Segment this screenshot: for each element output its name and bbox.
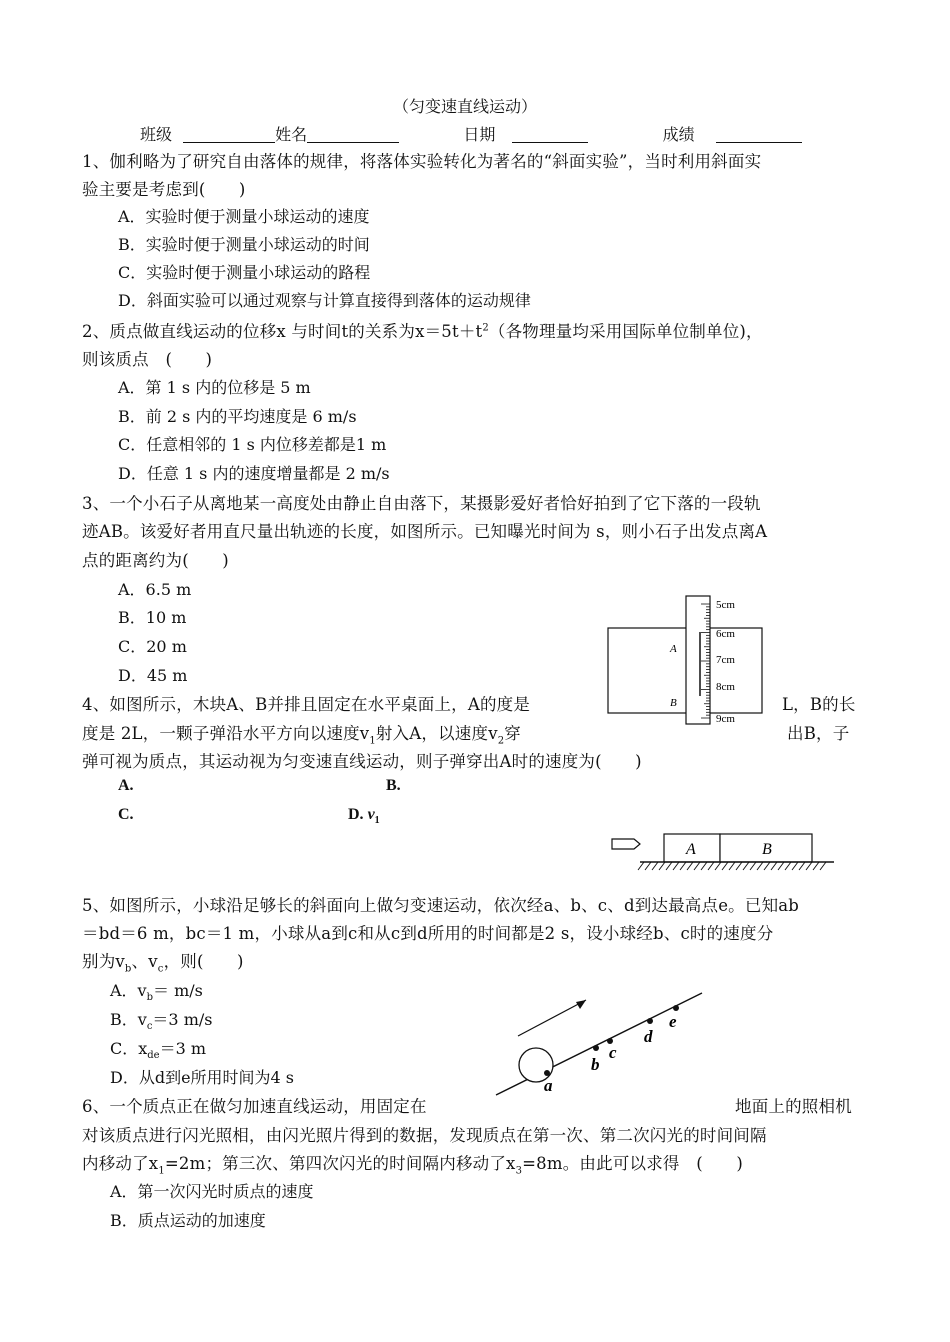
name-blank[interactable] — [307, 126, 399, 143]
class-blank[interactable] — [183, 126, 275, 143]
q1-option-c: C．实验时便于测量小球运动的路程 — [118, 263, 371, 282]
q3-line-3: 点的距离约为( ) — [82, 551, 229, 570]
hatch-mark — [645, 862, 651, 870]
point-e-dot — [673, 1005, 679, 1011]
ruler-label-8cm: 8cm — [716, 681, 735, 693]
q2-line-2: 则该质点 ( ) — [82, 350, 213, 369]
bullet-icon — [612, 839, 640, 849]
hatch-mark — [813, 862, 819, 870]
hatch-mark — [715, 862, 721, 870]
q5-option-b-text: B．v — [110, 1010, 147, 1029]
ruler-label-5cm: 5cm — [716, 599, 735, 611]
point-b-label: B — [670, 697, 677, 709]
q5-vc-sub: c — [157, 963, 164, 975]
hatch-mark — [799, 862, 805, 870]
q4-option-c: C. — [118, 806, 134, 823]
hatch-mark — [750, 862, 756, 870]
block-b-label: B — [762, 841, 772, 858]
q5-line-3-text: 别为v — [82, 952, 125, 971]
q5-option-c-tail: ＝3 m — [159, 1039, 207, 1058]
q5-option-a — [110, 978, 203, 1003]
point-a-label: A — [670, 643, 677, 655]
q5-option-a-tail: ＝ m/s — [153, 981, 203, 1000]
point-d-label: d — [644, 1027, 653, 1046]
q6-option-b: B．质点运动的加速度 — [110, 1211, 266, 1230]
hatch-mark — [694, 862, 700, 870]
q1-option-d: D．斜面实验可以通过观察与计算直接得到落体的运动规律 — [118, 291, 531, 310]
q5-option-a-sub: b — [146, 992, 154, 1004]
q4-option-d-label: D. — [348, 806, 364, 823]
hatch-mark — [778, 862, 784, 870]
hatch-mark — [764, 862, 770, 870]
name-label: 姓名 — [275, 125, 308, 144]
page-title: （匀变速直线运动） — [393, 97, 538, 116]
q5-line-3 — [82, 948, 244, 974]
hatch-mark — [806, 862, 812, 870]
q4-line-2-end: 穿 — [504, 724, 521, 743]
hatch-mark — [771, 862, 777, 870]
q2-option-b: B．前 2 s 内的平均速度是 6 m/s — [118, 407, 357, 426]
hatch-mark — [701, 862, 707, 870]
q5-option-d: D．从d到e所用时间为4 s — [110, 1068, 295, 1087]
hatch-mark — [722, 862, 728, 870]
point-e-label: e — [669, 1012, 677, 1031]
hatch-mark — [680, 862, 686, 870]
q4-option-d-var: v — [367, 806, 375, 823]
hatch-mark — [687, 862, 693, 870]
q6-option-a: A．第一次闪光时质点的速度 — [110, 1182, 314, 1201]
q4-line-2-mid: 射入A，以速度v — [375, 724, 498, 743]
q3-option-a: A．6.5 m — [118, 580, 192, 599]
q5-option-c-text: C．x — [110, 1039, 148, 1058]
hatch-mark — [743, 862, 749, 870]
hatch-mark — [638, 862, 644, 870]
q6-line-1a: 6、一个质点正在做匀加速直线运动，用固定在 — [82, 1097, 427, 1116]
q4-v2-sub: 2 — [497, 735, 505, 747]
blocks-figure — [606, 830, 836, 872]
q1-line-1: 1、伽利略为了研究自由落体的规律，将落体实验转化为著名的“斜面实验”，当时利用斜面实 — [82, 152, 762, 171]
class-label: 班级 — [140, 125, 173, 144]
q4-option-d — [348, 806, 380, 826]
q3-option-b: B．10 m — [118, 608, 187, 627]
hatch-mark — [708, 862, 714, 870]
q2-exponent: 2 — [482, 322, 489, 334]
q5-line-2: ＝bd＝6 m，bc＝1 m，小球从a到c和从c到d所用的时间都是2 s，设小球经b、c时的速度分 — [82, 924, 774, 943]
hatch-mark — [757, 862, 763, 870]
incline-figure — [488, 978, 710, 1098]
q5-option-a-text: A．v — [110, 981, 147, 1000]
q2-option-a: A．第 1 s 内的位移是 5 m — [118, 378, 311, 397]
q6-line-3-mid: =2m；第三次、第四次闪光的时间隔内移动了x — [164, 1154, 516, 1173]
hatch-mark — [785, 862, 791, 870]
direction-arrow — [518, 1000, 586, 1036]
q4-line-2-text: 度是 2L，一颗子弹沿水平方向以速度v — [82, 724, 370, 743]
q2-line-1 — [82, 318, 763, 342]
q4-line-2 — [82, 720, 521, 746]
q6-x3-sub: 3 — [515, 1165, 523, 1177]
date-blank[interactable] — [512, 126, 588, 143]
score-blank[interactable] — [716, 126, 802, 143]
point-c-label: c — [609, 1043, 617, 1062]
q4-line-3: 弹可视为质点，其运动视为匀变速直线运动，则子弹穿出A时的速度为( ) — [82, 752, 642, 771]
q4-v1-sub: 1 — [369, 735, 376, 747]
q6-line-3 — [82, 1150, 743, 1176]
q4-line-1b: L，B的长 — [782, 695, 856, 714]
q6-line-2: 对该质点进行闪光照相，由闪光照片得到的数据，发现质点在第一次、第二次闪光的时间间隔 — [82, 1126, 767, 1145]
hatch-mark — [659, 862, 665, 870]
point-a-label: a — [544, 1076, 553, 1095]
hatch-mark — [673, 862, 679, 870]
q4-option-d-sub: 1 — [374, 815, 380, 827]
q5-line-1: 5、如图所示，小球沿足够长的斜面向上做匀变速运动，依次经a、b、c、d到达最高点e。已知ab — [82, 896, 800, 915]
q4-option-a: A. — [118, 777, 134, 794]
q4-option-b: B. — [386, 777, 401, 794]
q1-line-2: 验主要是考虑到( ) — [82, 180, 246, 199]
q3-line-1: 3、一个小石子从离地某一高度处由静止自由落下，某摄影爱好者恰好拍到了它下落的一段轨 — [82, 494, 761, 513]
date-label: 日期 — [463, 125, 496, 144]
q5-line-3-mid: 、v — [131, 952, 158, 971]
point-d-dot — [647, 1018, 653, 1024]
q4-line-2d: 出B，子 — [787, 724, 850, 743]
hatch-mark — [820, 862, 826, 870]
q5-vb-sub: b — [124, 963, 132, 975]
q2-line-1-tail: （各物理量均采用国际单位制单位)， — [488, 322, 763, 341]
q2-option-c: C．任意相邻的 1 s 内位移差都是1 m — [118, 435, 387, 454]
hatch-mark — [666, 862, 672, 870]
q6-line-3-end: =8m。由此可以求得 ( ) — [522, 1154, 743, 1173]
point-b-dot — [593, 1045, 599, 1051]
q4-line-1a: 4、如图所示，木块A、B并排且固定在水平桌面上，A的度是 — [82, 695, 531, 714]
q5-option-b-sub: c — [146, 1021, 153, 1033]
q2-option-d: D．任意 1 s 内的速度增量都是 2 m/s — [118, 464, 390, 483]
ruler-label-9cm: 9cm — [716, 713, 735, 725]
q3-option-c: C．20 m — [118, 637, 187, 656]
q5-option-c-sub: de — [147, 1050, 160, 1062]
surface-hatching — [638, 862, 826, 870]
ruler-label-7cm: 7cm — [716, 654, 735, 666]
hatch-mark — [652, 862, 658, 870]
q1-option-b: B．实验时便于测量小球运动的时间 — [118, 235, 370, 254]
q6-x1-sub: 1 — [158, 1165, 165, 1177]
q6-line-3-text: 内移动了x — [82, 1154, 159, 1173]
ruler-label-6cm: 6cm — [716, 628, 735, 640]
q5-option-b-tail: ＝3 m/s — [152, 1010, 213, 1029]
q6-line-1b: 地面上的照相机 — [735, 1097, 852, 1116]
block-a-label: A — [686, 841, 696, 858]
q5-line-3-end: ，则( ) — [163, 952, 244, 971]
q2-line-1-text: 2、质点做直线运动的位移x 与时间t的关系为x＝5t＋t — [82, 322, 483, 341]
q5-option-c — [110, 1036, 206, 1061]
score-label: 成绩 — [662, 125, 695, 144]
q1-option-a: A．实验时便于测量小球运动的速度 — [118, 207, 370, 226]
q5-option-b — [110, 1007, 212, 1032]
q3-line-2: 迹AB。该爱好者用直尺量出轨迹的长度，如图所示。已知曝光时间为 s，则小石子出发点离A — [82, 522, 768, 541]
header-row — [140, 122, 802, 145]
arrow-head-icon — [576, 1000, 586, 1009]
hatch-mark — [736, 862, 742, 870]
hatch-mark — [729, 862, 735, 870]
q3-option-d: D．45 m — [118, 666, 188, 685]
ruler-figure — [600, 592, 770, 730]
photo-frame — [608, 628, 762, 713]
point-b-label: b — [591, 1055, 600, 1074]
hatch-mark — [792, 862, 798, 870]
